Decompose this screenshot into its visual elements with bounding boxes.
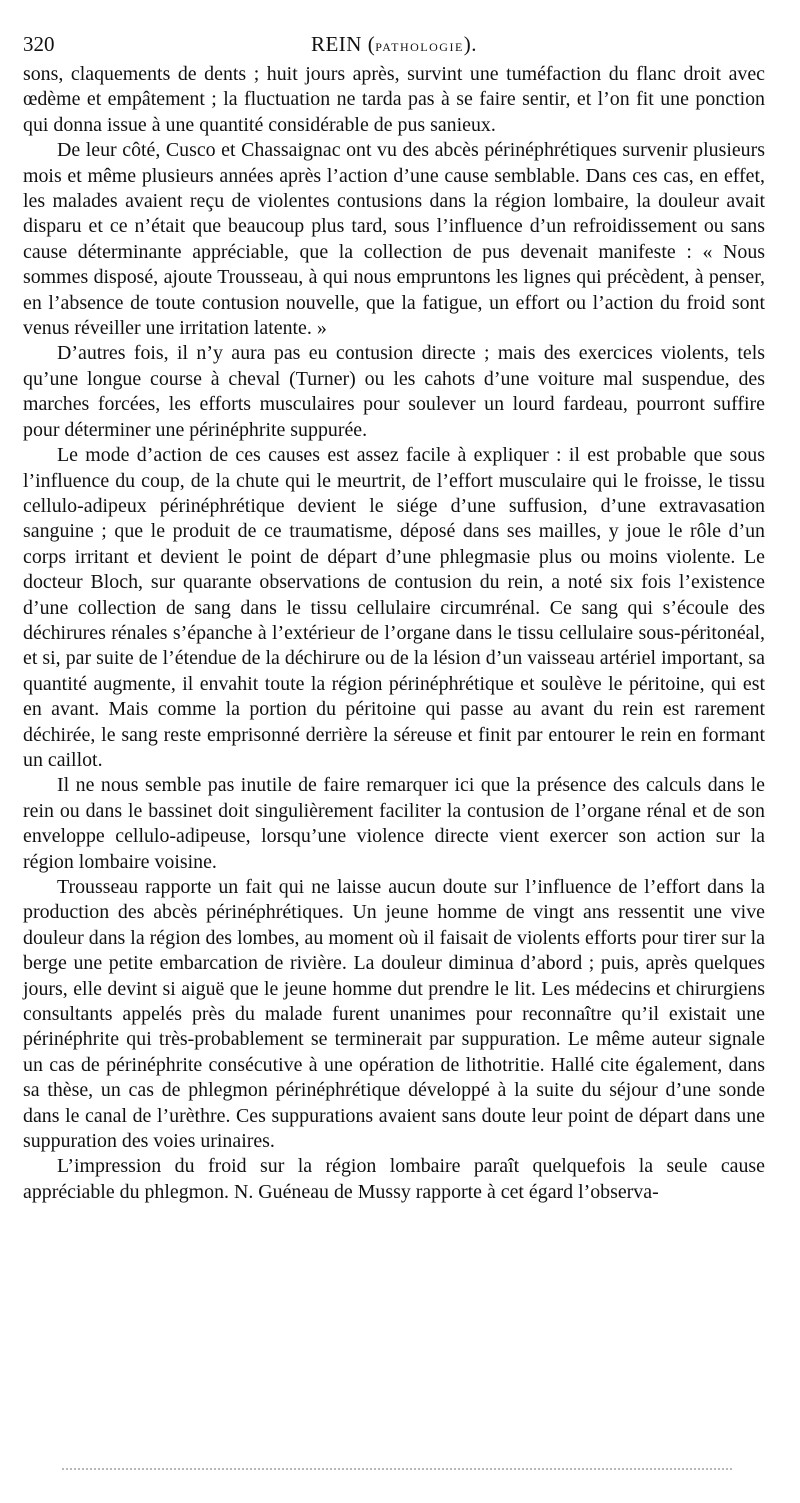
running-title-section: pathologie (375, 36, 464, 55)
paragraph-continued: sons, claquements de dents ; huit jours après, survint une tuméfaction du flanc droit avec œdème et empâtement ; la fluctuation ne tarda pas à se faire sentir, et l’on fit une ponction qui donna issue à une quantité considérable de pus sanieux. (23, 63, 765, 136)
running-head (23, 30, 765, 58)
running-title-open-paren: ( (361, 32, 376, 56)
running-title (23, 30, 765, 60)
paragraph: Trousseau rapporte un fait qui ne laisse aucun doute sur l’influence de l’effort dans la production des abcès périnéphrétiques. Un jeune homme de vingt ans ressentit une vive douleur dans la région des lombes, au moment où il faisait de violents efforts pour tirer sur la berge une petite embarcation de rivière. La douleur diminua d’abord ; puis, après quelques jours, elle devint si aiguë que le jeune homme dut prendre le lit. Les médecins et chirurgiens consultants appelés près du malade furent unanimes pour reconnaître qu’il existait une périnéphrite qui très-probablement se terminerait par suppuration. Le même auteur signale un cas de périnéphrite consécutive à une opération de lithotritie. Hallé cite également, dans sa thèse, un cas de phlegmon périnéphrétique développé à la suite du séjour d’une sonde dans le canal de l’urèthre. Ces suppurations avaient sans doute leur point de départ dans une suppuration des voies urinaires. (23, 876, 765, 1153)
body-text (23, 62, 765, 1205)
footer-dotted-rule (62, 1468, 732, 1470)
page-number: 320 (23, 32, 55, 56)
paragraph: D’autres fois, il n’y aura pas eu contusion directe ; mais des exercices violents, tels qu’une longue course à cheval (Turner) ou les cahots d’une voiture mal suspendue, des marches forcées, les efforts musculaires pour soulever un lourd fardeau, pourront suffire pour déterminer une périnéphrite suppurée. (23, 342, 765, 441)
running-title-main: REIN (310, 32, 362, 56)
paragraph: Le mode d’action de ces causes est assez facile à expliquer : il est probable que sous l’influence du coup, de la chute qui le meurtrit, de l’effort musculaire qui le froisse, le tissu cellulo-adipeux périnéphrétique devient le siége d’une suffusion, d’une extravasation sanguine ; que le produit de ce traumatisme, déposé dans ses mailles, y joue le rôle d’un corps irritant et devient le point de départ d’une phlegmasie plus ou moins violente. Le docteur Bloch, sur quarante observations de contusion du rein, a noté six fois l’existence d’une collection de sang dans le tissu cellulaire circumrénal. Ce sang qui s’écoule des déchirures rénales s’épanche à l’extérieur de l’organe dans le tissu cellulaire sous-péritonéal, et si, par suite de l’étendue de la déchirure ou de la lésion d’un vaisseau artériel important, sa quantité augmente, il envahit toute la région périnéphrétique et soulève le péritoine, qui est en avant. Mais comme la portion du péritoine qui passe au avant du rein est rarement déchirée, le sang reste emprisonné derrière la séreuse et finit par entourer le rein en formant un caillot. (23, 444, 765, 771)
paragraph: Il ne nous semble pas inutile de faire remarquer ici que la présence des calculs dans le rein ou dans le bassinet doit singulièrement faciliter la contusion de l’organe rénal et de son enveloppe cellulo-adipeuse, lorsqu’une violence directe vient exercer son action sur la région lombaire voisine. (23, 774, 765, 873)
paragraph: De leur côté, Cusco et Chassaignac ont vu des abcès périnéphrétiques survenir plusieurs mois et même plusieurs années après l’action d’une cause semblable. Dans ces cas, en effet, les malades avaient reçu de violentes contusions dans la région lombaire, la douleur avait disparu et ce n’était que beaucoup plus tard, sous l’influence d’un refroidissement ou sans cause déterminante appréciable, que la collection de pus devenait manifeste : « Nous sommes disposé, ajoute Trousseau, à qui nous empruntons les lignes qui précèdent, à penser, en l’absence de toute contusion nouvelle, que la fatigue, un effort ou l’action du froid sont venus réveiller une irritation latente. » (23, 139, 765, 340)
book-page (23, 30, 765, 1205)
running-title-close-paren: ). (463, 32, 478, 56)
paragraph: L’impression du froid sur la région lombaire paraît quelquefois la seule cause appréciable du phlegmon. N. Guéneau de Mussy rapporte à cet égard l’observa- (23, 1155, 765, 1203)
